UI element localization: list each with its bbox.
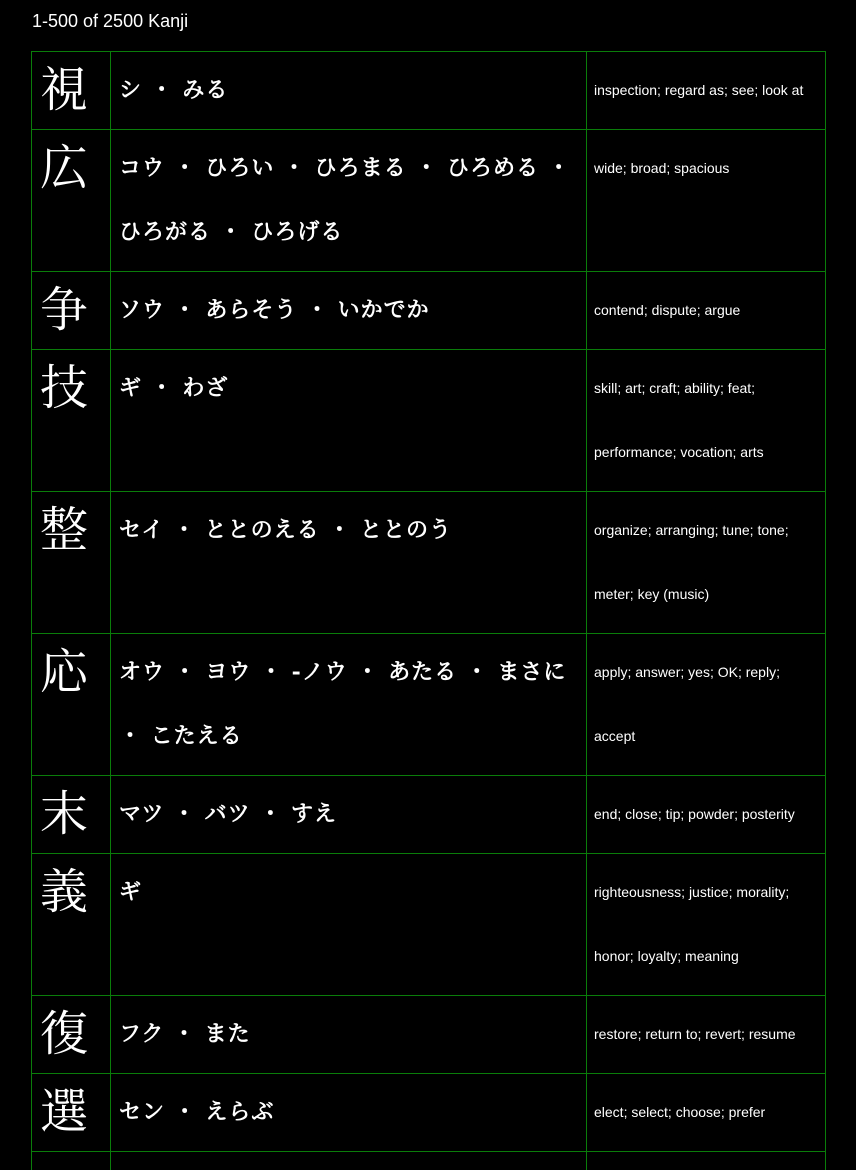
kanji-char: 整 [40,502,89,558]
kanji-char: 義 [40,864,89,920]
kanji-meaning: organize; arranging; tune; tone; meter; key (music) [594,522,789,602]
kanji-reading: シ ・ みる [119,77,229,103]
kanji-char: 技 [40,360,89,416]
kanji-char: 応 [40,644,89,700]
kanji-meaning: elect; select; choose; prefer [594,1104,766,1120]
kanji-reading: セイ ・ ととのえる ・ ととのう [119,517,452,543]
kanji-meaning: skill; art; craft; ability; feat; performance; vocation; arts [594,380,764,460]
kanji-reading: ソウ ・ あらそう ・ いかでか [119,297,430,323]
table-row [32,776,826,854]
kanji-meaning: righteousness; justice; morality; honor; loyalty; meaning [594,884,790,964]
table-row [32,272,826,350]
table-row [32,1152,826,1170]
kanji-meaning: restore; return to; revert; resume [594,1026,796,1042]
kanji-char: 争 [40,282,89,338]
kanji-reading: フク ・ また [119,1021,251,1047]
table-row [32,130,826,272]
page-title: 1-500 of 2500 Kanji [32,11,189,31]
kanji-meaning: inspection; regard as; see; look at [594,82,804,98]
table-row [32,854,826,996]
kanji-meaning: end; close; tip; powder; posterity [594,806,795,822]
table-row [32,350,826,492]
table-row [32,634,826,776]
kanji-reading: ギ [119,879,143,905]
table-row [32,1074,826,1152]
kanji-char: 広 [40,140,89,196]
kanji-reading: セン ・ えらぶ [119,1099,275,1125]
kanji-reading: マツ ・ バツ ・ すえ [119,801,337,827]
kanji-meaning: wide; broad; spacious [594,160,730,176]
kanji-table [31,51,826,1170]
table-row [32,996,826,1074]
kanji-char: 視 [40,62,89,118]
table-row [32,52,826,130]
kanji-meaning: apply; answer; yes; OK; reply; accept [594,664,780,744]
table-row [32,492,826,634]
kanji-meaning: contend; dispute; argue [594,302,741,318]
kanji-char: 復 [40,1006,89,1062]
kanji-char: 末 [40,786,89,842]
kanji-reading: ギ ・ わざ [119,375,229,401]
kanji-reading: コウ ・ ひろい ・ ひろまる ・ ひろめる ・ ひろがる ・ ひろげる [119,155,571,245]
kanji-char: 選 [40,1084,89,1140]
kanji-reading: オウ ・ ヨウ ・ -ノウ ・ あたる ・ まさに ・ こたえる [119,659,567,749]
